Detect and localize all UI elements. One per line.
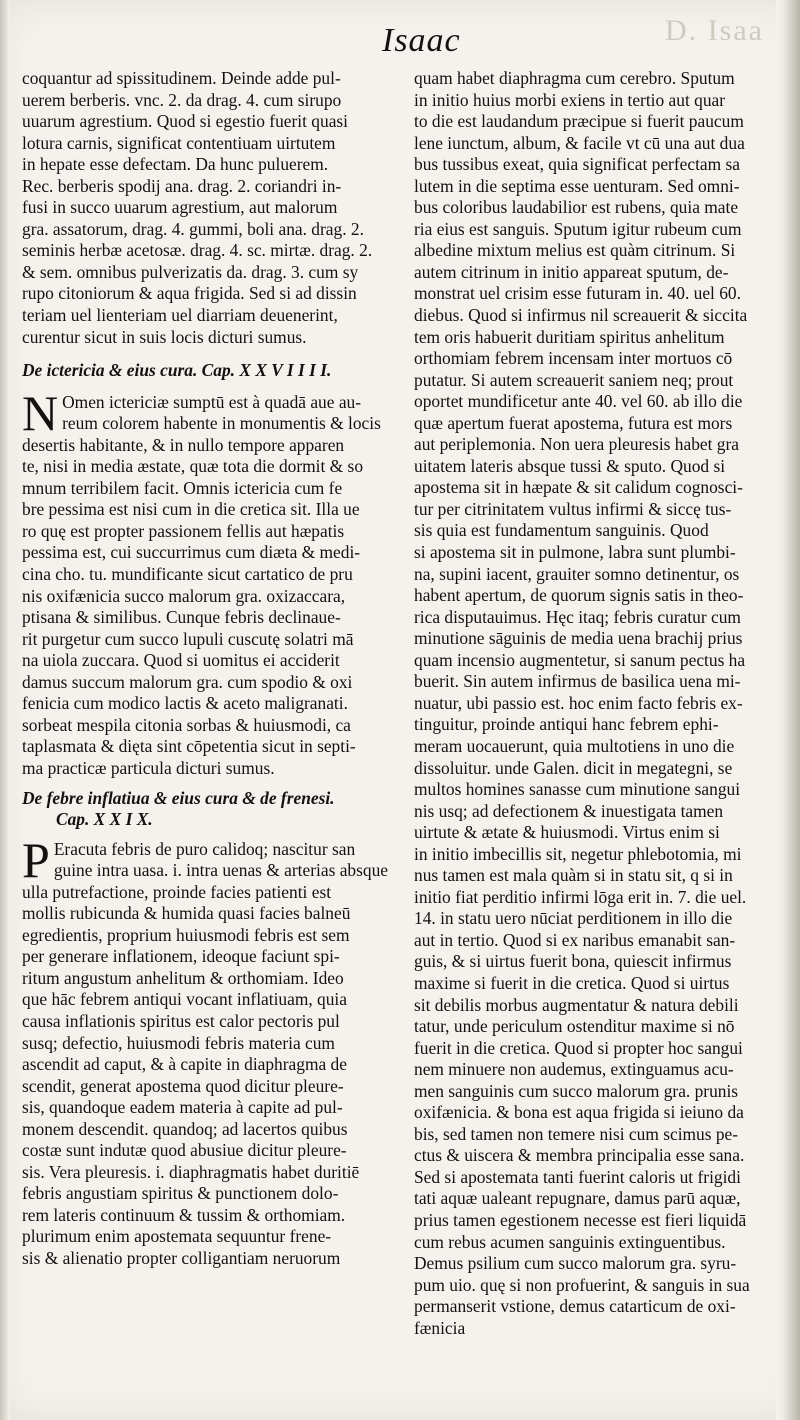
text-line: bus tussibus exeat, quia significat perfectam sa — [414, 154, 740, 175]
text-line: in initio huius morbi exiens in tertio aut quar — [414, 89, 726, 110]
text-line: lene iunctum, album, & facile vt cū una aut dua — [414, 132, 745, 153]
text-line: mollis rubicunda & humida quasi facies balneū — [22, 903, 351, 924]
text-line: reum colorem habente in monumentis & locis — [62, 413, 381, 434]
paragraph-febre — [22, 882, 402, 1270]
text-line: lutem in die septima esse uenturam. Sed omni- — [414, 175, 740, 196]
text-line: bus coloribus laudabilior est rubens, quia mate — [414, 197, 739, 218]
text-line: aut in tertio. Quod si ex naribus emanabit san- — [414, 929, 736, 950]
text-line: monem descendit. quandoq; ad lacertos quibus — [22, 1118, 348, 1139]
text-line: causa inflationis spiritus est calor pectoris pul — [22, 1010, 340, 1031]
right-column — [414, 68, 774, 1339]
text-line: ritum angustum anhelitum & orthomiam. Ideo — [22, 967, 344, 988]
text-line: guis, & si uirtus fuerit bona, quiescit infirmus — [414, 951, 732, 972]
text-line: uitatem lateris absque tussi & sputo. Quod si — [414, 455, 726, 476]
text-line: dissoluitur. unde Galen. dicit in megategni, se — [414, 757, 733, 778]
text-line: uuarum agrestium. Quod si egestio fuerit quasi — [22, 111, 349, 132]
text-line: taplasmata & dięta sint cōpetentia sicut in septi- — [22, 736, 356, 757]
text-line: scendit, generat apostema quod dicitur pleure- — [22, 1075, 344, 1096]
text-line: diebus. Quod si infirmus nil screauerit & siccita — [414, 305, 748, 326]
text-line: sis quia est fundamentum sanguinis. Quod — [414, 520, 709, 541]
text-line: men sanguinis cum succo malorum gra. prunis — [414, 1080, 739, 1101]
text-line: prius tamen egestionem necesse est fieri liquidā — [414, 1209, 747, 1230]
running-head: Isaac — [382, 22, 461, 59]
text-line: nem minuere non audemus, extinguamus acu- — [414, 1059, 734, 1080]
text-line: nuatur, ubi passio est. hoc enim facto febris ex- — [414, 692, 743, 713]
text-line: fenicia cum modico lactis & aceto maligranati. — [22, 693, 348, 714]
text-line: nis oxifænicia succo malorum gra. oxizaccara, — [22, 585, 346, 606]
text-line: tatur, unde periculum ostenditur maxime si nō — [414, 1016, 735, 1037]
text-line: tem oris habuerit duritiam spiritus anhelitum — [414, 326, 725, 347]
text-line: habent apertum, de quorum signis satis in theo- — [414, 585, 744, 606]
text-line: bre pessima est nisi cum in die cretica sit. Illa ue — [22, 499, 360, 520]
paragraph-sputum — [414, 68, 774, 1339]
text-line: fusi in succo uuarum agrestium, aut malorum — [22, 197, 338, 218]
text-line: sorbeat mespila citonia sorbas & huiusmodi, ca — [22, 714, 351, 735]
text-line: bis, sed tamen non temere nisi cum scimus pe- — [414, 1123, 739, 1144]
paragraph-ictericia — [22, 435, 402, 780]
left-column — [22, 68, 402, 1270]
text-line: albedine mixtum melius est quàm citrinum. Si — [414, 240, 736, 261]
text-line: fænicia — [414, 1317, 466, 1338]
text-line: initio fiat perditio infirmi lōga erit in. 7. die uel. — [414, 886, 747, 907]
text-line: seminis herbæ acetosæ. drag. 4. sc. mirtæ. drag. 2. — [22, 240, 373, 261]
text-line: pum uio. quę si non profuerint, & sanguis in sua — [414, 1274, 750, 1295]
text-line: quæ apertum fuerat apostema, futura est mors — [414, 412, 733, 433]
text-line: 14. in statu uero nūciat perditionem in illo die — [414, 908, 733, 929]
text-line: curentur sicut in suis locis dicturi sumus. — [22, 326, 307, 347]
page-edge-shadow — [776, 0, 800, 1420]
text-line: monstrat uel crisim esse futuram in. 40. uel 60. — [414, 283, 741, 304]
text-line: susq; defectio, huiusmodi febris materia cum — [22, 1032, 335, 1053]
text-line: costæ sunt indutæ quod abusiue dicitur pleure- — [22, 1140, 347, 1161]
text-line: pessima est, cui succurrimus cum diæta & medi- — [22, 542, 361, 563]
text-line: ma practicæ particula dicturi sumus. — [22, 757, 275, 778]
text-line: putatur. Si autem screauerit saniem neq; prout — [414, 369, 734, 390]
text-line: permanserit vstione, demus catarticum de oxi- — [414, 1296, 736, 1317]
text-line: ria eius est sanguis. Sputum igitur rubeum cum — [414, 218, 742, 239]
text-line: Sed si apostemata tanti fuerint caloris ut frigidi — [414, 1166, 741, 1187]
text-line: to die est laudandum præcipue si fuerit paucum — [414, 111, 744, 132]
text-line: gra. assatorum, drag. 4. gummi, boli ana. drag. 2. — [22, 218, 364, 239]
text-line: per generare inflationem, ideoque faciunt spi- — [22, 946, 340, 967]
text-line: rupo citoniorum & aqua frigida. Sed si ad dissin — [22, 283, 357, 304]
text-line: meram uocauerunt, quia multotiens in uno die — [414, 735, 735, 756]
text-line: tinguitur, proinde antiqui hanc febrem ephi- — [414, 714, 719, 735]
text-line: guine intra uasa. i. intra uenas & arterias absque — [53, 860, 388, 881]
text-line: oxifænicia. & bona est aqua frigida si ieiuno da — [414, 1102, 744, 1123]
page-gutter-shadow — [0, 0, 10, 1420]
text-line: lotura carnis, significat contentiuam uirtutem — [22, 132, 336, 153]
text-line: rem lateris continuum & tussim & orthomiam. — [22, 1204, 346, 1225]
chapter-heading-febre: De febre inflatiua & eius cura & de frenesi. — [22, 787, 335, 808]
paragraph-febre-opening — [22, 831, 402, 888]
text-line: que hāc febrem antiqui vocant inflatiuam, quia — [22, 989, 347, 1010]
text-line: sis. Vera pleuresis. i. diaphragmatis habet duritiē — [22, 1161, 360, 1182]
text-line: minutione sāguinis de media uena brachij prius — [414, 628, 743, 649]
text-line: aut periplemonia. Non uera pleuresis habet gra — [414, 434, 739, 455]
text-line: multos homines sanasse cum minutione sangui — [414, 779, 741, 800]
text-line: in hepate esse defectam. Da hunc puluerem. — [22, 154, 329, 175]
text-line: egredientis, proprium huiusmodi febris est sem — [22, 924, 350, 945]
paragraph-ictericia-opening — [22, 384, 402, 441]
text-line: teriam uel lienteriam uel diarriam deuenerint, — [22, 305, 338, 326]
text-line: autem citrinum in initio appareat sputum, de- — [414, 261, 729, 282]
show-through-text: D. Isaa — [665, 14, 764, 47]
text-line: ulla putrefactione, proinde facies patienti est — [22, 881, 332, 902]
chapter-heading-ictericia: De ictericia & eius cura. Cap. X X V I I I I. — [22, 360, 332, 381]
text-line: nus tamen est mala quàm si in statu sit, q si in — [414, 865, 733, 886]
text-line: orthomiam febrem incensam inter mortuos cō — [414, 348, 733, 369]
text-line: & sem. omnibus pulverizatis da. drag. 3. cum sy — [22, 261, 359, 282]
text-line: na, supini iacent, grauiter somno detinentur, os — [414, 563, 740, 584]
text-line: rica disputauimus. Hęc itaq; febris curatur cum — [414, 606, 741, 627]
text-line: rit purgetur cum succo lupuli cuscutę solatri mā — [22, 628, 354, 649]
text-line: buerit. Sin autem infirmus de basilica uena mi- — [414, 671, 741, 692]
text-line: uerem berberis. vnc. 2. da drag. 4. cum sirupo — [22, 89, 342, 110]
text-line: damus succum malorum gra. cum spodio & oxi — [22, 671, 353, 692]
text-line: in initio imbecillis sit, negetur phlebotomia, mi — [414, 843, 742, 864]
drop-capital: P — [22, 831, 50, 888]
text-line: quam habet diaphragma cum cerebro. Sputum — [414, 68, 735, 88]
text-line: Rec. berberis spodij ana. drag. 2. coriandri in- — [22, 175, 342, 196]
text-line: tur per citrinitatem vultus infirmi & siccę tus- — [414, 498, 732, 519]
text-line: nis usq; ad defectionem & inuestigata tamen — [414, 800, 724, 821]
text-line: ptisana & similibus. Cunque febris declinaue- — [22, 607, 341, 628]
text-line: quam incensio augmentetur, si sanum pectus ha — [414, 649, 746, 670]
text-line: plurimum enim apostemata sequuntur frene- — [22, 1226, 332, 1247]
text-line: fuerit in die cretica. Quod si propter hoc sangui — [414, 1037, 743, 1058]
text-line: maxime si fuerit in die cretica. Quod si uirtus — [414, 972, 730, 993]
text-line: cina cho. tu. mundificante sicut cartatico de pru — [22, 564, 353, 585]
text-line: sis, quandoque eadem materia à capite ad pul- — [22, 1097, 343, 1118]
text-line: desertis habitante, & in nullo tempore apparen — [22, 434, 345, 455]
text-line: ctus & uiscera & membra principalia esse sana. — [414, 1145, 745, 1166]
text-line: si apostema sit in pulmone, labra sunt plumbi- — [414, 542, 736, 563]
text-line: sis & alienatio propter colligantiam neruorum — [22, 1247, 341, 1268]
text-line: Eracuta febris de puro calidoq; nascitur san — [53, 838, 356, 859]
text-line: te, nisi in media æstate, quæ tota die dormit & so — [22, 456, 364, 477]
text-line: Demus psilium cum succo malorum gra. syru- — [414, 1253, 737, 1274]
paragraph-remedies — [22, 68, 402, 348]
chapter-number: Cap. X X I X. — [56, 809, 153, 830]
text-line: uirtute & ætate & huiusmodi. Virtus enim si — [414, 822, 720, 843]
text-line: ascendit ad caput, & à capite in diaphragma de — [22, 1054, 347, 1075]
text-line: sit debilis morbus augmentatur & natura debili — [414, 994, 739, 1015]
text-line: coquantur ad spissitudinem. Deinde adde pul- — [22, 68, 341, 88]
text-line: febris angustiam spiritus & punctionem dolo- — [22, 1183, 339, 1204]
text-line: mnum terribilem facit. Omnis ictericia cum fe — [22, 477, 343, 498]
text-line: oportet mundificetur ante 40. vel 60. ab illo die — [414, 391, 743, 412]
text-line: Omen ictericiæ sumptū est à quadā aue au- — [62, 391, 362, 412]
text-line: cum rebus acumen sanguinis extinguentibus. — [414, 1231, 726, 1252]
text-line: tati aquæ ualeant repugnare, damus parū aquæ, — [414, 1188, 741, 1209]
text-line: apostema sit in hæpate & sit calidum cognosci- — [414, 477, 743, 498]
drop-capital: N — [22, 384, 59, 441]
text-line: ro quę est propter passionem fellis aut hæpatis — [22, 520, 345, 541]
text-line: na uiola zuccara. Quod si uomitus ei acciderit — [22, 650, 340, 671]
